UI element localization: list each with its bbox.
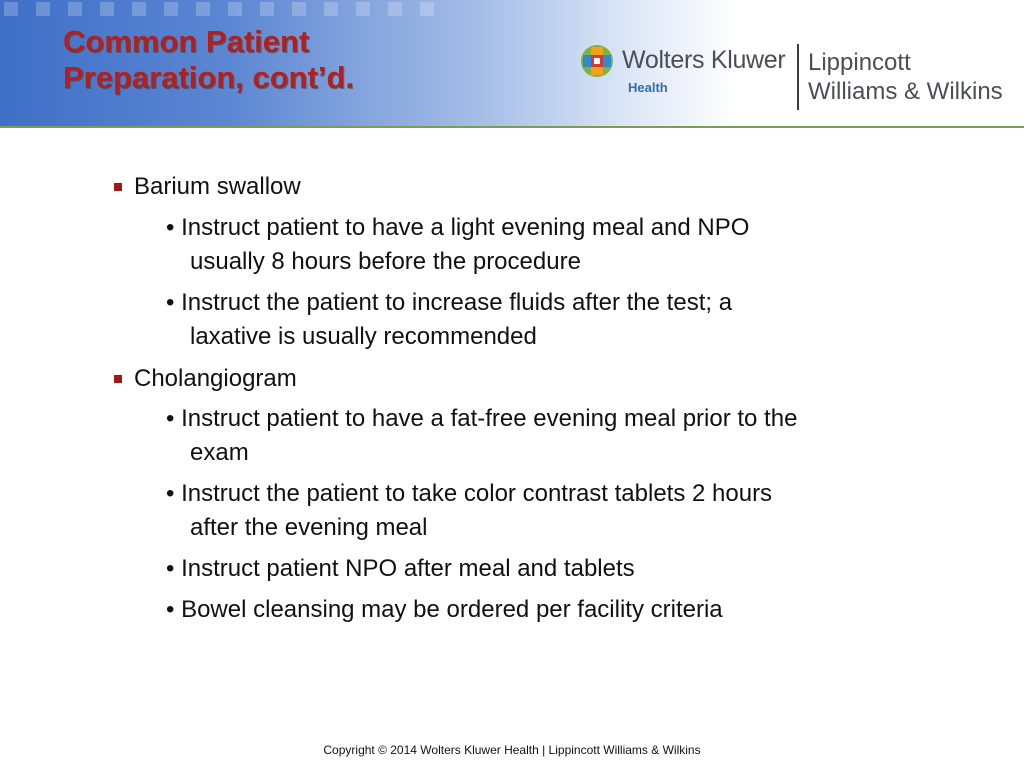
brand-name: Wolters Kluwer [622,46,786,74]
sub-bullet [166,286,966,354]
sub-bullet-text-continued: exam [190,439,249,466]
sub-bullet-text: • Instruct patient NPO after meal and tablets [166,555,635,582]
sub-bullet-text: • Instruct the patient to increase fluids after the test; a [166,289,733,316]
sub-bullet [166,552,966,586]
sub-bullet [166,211,966,279]
bullet-label: Cholangiogram [134,365,297,392]
slide-title-line-2: Preparation, cont’d. [63,60,355,95]
sub-bullet-text: • Instruct the patient to take color contrast tablets 2 hours [166,480,773,507]
square-bullet-icon [114,375,122,383]
sub-bullet-text-continued: usually 8 hours before the procedure [190,248,581,275]
slide-title-line-1: Common Patient [63,24,310,59]
sub-bullet-text: • Bowel cleansing may be ordered per facility criteria [166,596,723,623]
square-bullet-icon [114,183,122,191]
imprint-line-2: Williams & Wilkins [808,78,1003,105]
sub-bullet-text-continued: laxative is usually recommended [190,323,537,350]
copyright-text: Copyright © 2014 Wolters Kluwer Health | Lippincott Williams & Wilkins [323,743,701,757]
bullet-label: Barium swallow [134,173,301,200]
copyright-footer [0,743,1024,757]
sub-bullet-text: • Instruct patient to have a fat-free evening meal prior to the [166,405,798,432]
sub-bullet-text-continued: after the evening meal [190,514,428,541]
sub-bullet [166,402,966,470]
imprint-line-1: Lippincott [808,49,911,76]
sub-bullet-text: • Instruct patient to have a light evening meal and NPO [166,214,750,241]
bullet-cholangiogram [114,364,297,394]
brand-division: Health [628,80,668,95]
bullet-barium-swallow [114,172,301,202]
sub-bullet [166,477,966,545]
sub-bullet [166,593,966,627]
